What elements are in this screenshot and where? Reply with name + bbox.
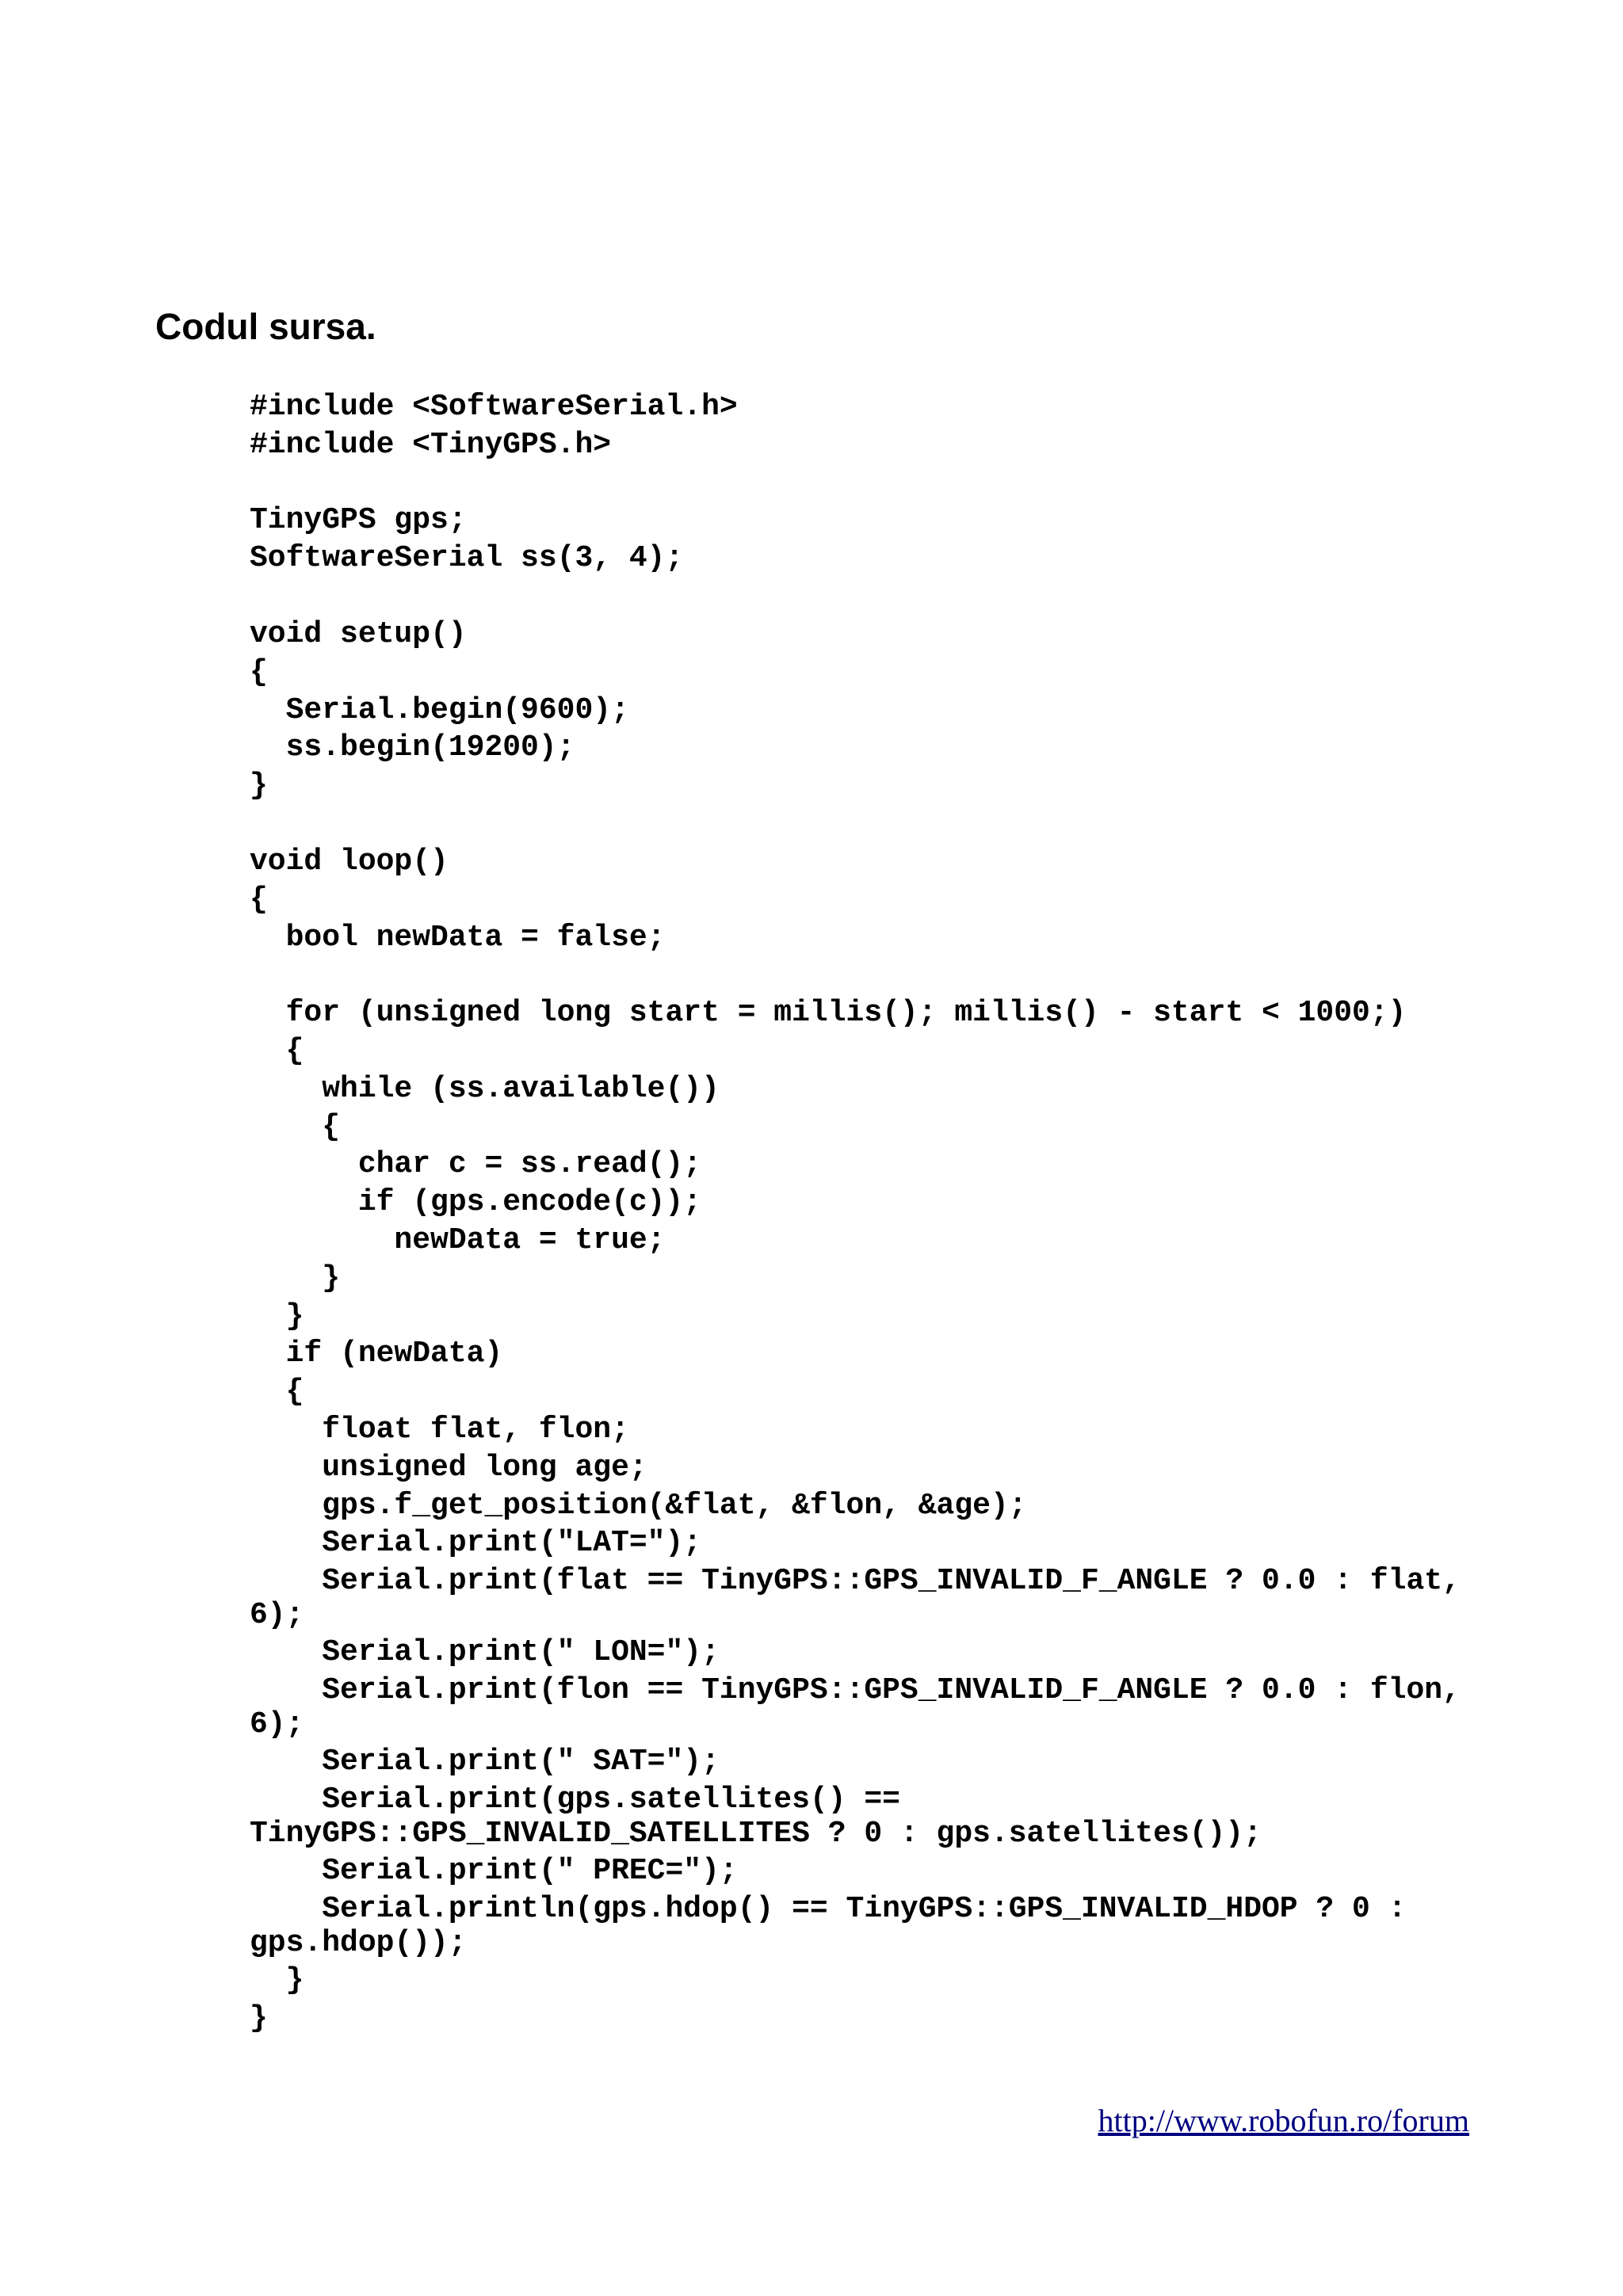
code-line: { — [250, 1110, 341, 1144]
code-line: Serial.print("LAT="); — [250, 1526, 702, 1560]
code-line: } — [250, 1963, 304, 1997]
code-line: 6); — [250, 1598, 304, 1632]
code-line: newData = true; — [250, 1223, 666, 1257]
code-line: Serial.print(" SAT="); — [250, 1745, 720, 1779]
footer-forum-link[interactable]: http://www.robofun.ro/forum — [1098, 2103, 1469, 2138]
code-line: gps.hdop()); — [250, 1926, 467, 1960]
code-line: for (unsigned long start = millis(); millis() - start < 1000;) — [250, 996, 1407, 1030]
section-heading: Codul sursa. — [155, 306, 376, 347]
code-line: } — [250, 1299, 304, 1333]
code-line: if (newData) — [250, 1337, 503, 1371]
code-line: #include <SoftwareSerial.h> — [250, 390, 738, 424]
code-line: void setup() — [250, 617, 467, 651]
code-line: Serial.print(flon == TinyGPS::GPS_INVALID_F_ANGLE ? 0.0 : flon, — [250, 1673, 1461, 1707]
code-line: Serial.print(flat == TinyGPS::GPS_INVALID_F_ANGLE ? 0.0 : flat, — [250, 1564, 1461, 1598]
code-line: Serial.print(" PREC="); — [250, 1854, 738, 1888]
code-line: Serial.begin(9600); — [250, 693, 629, 727]
code-line: #include <TinyGPS.h> — [250, 428, 612, 462]
code-line: { — [250, 655, 268, 689]
code-line: TinyGPS gps; — [250, 503, 467, 537]
code-line: if (gps.encode(c)); — [250, 1185, 702, 1219]
code-line: SoftwareSerial ss(3, 4); — [250, 541, 684, 575]
code-line: gps.f_get_position(&flat, &flon, &age); — [250, 1489, 1027, 1523]
code-line: { — [250, 1034, 304, 1068]
code-line: while (ss.available()) — [250, 1072, 720, 1106]
code-line: TinyGPS::GPS_INVALID_SATELLITES ? 0 : gps.satellites()); — [250, 1817, 1262, 1851]
code-line: { — [250, 883, 268, 917]
code-line: void loop() — [250, 845, 449, 879]
code-line: } — [250, 1261, 341, 1295]
code-line: } — [250, 769, 268, 803]
code-line: } — [250, 2001, 268, 2035]
code-line: bool newData = false; — [250, 921, 666, 955]
code-line: Serial.println(gps.hdop() == TinyGPS::GPS_INVALID_HDOP ? 0 : — [250, 1892, 1407, 1926]
code-line: Serial.print(gps.satellites() == — [250, 1783, 900, 1817]
code-line: unsigned long age; — [250, 1451, 647, 1485]
code-line: ss.begin(19200); — [250, 730, 575, 765]
code-line: { — [250, 1375, 304, 1409]
code-line: Serial.print(" LON="); — [250, 1635, 720, 1669]
code-line: float flat, flon; — [250, 1413, 629, 1447]
code-line: char c = ss.read(); — [250, 1147, 702, 1181]
code-line: 6); — [250, 1707, 304, 1741]
